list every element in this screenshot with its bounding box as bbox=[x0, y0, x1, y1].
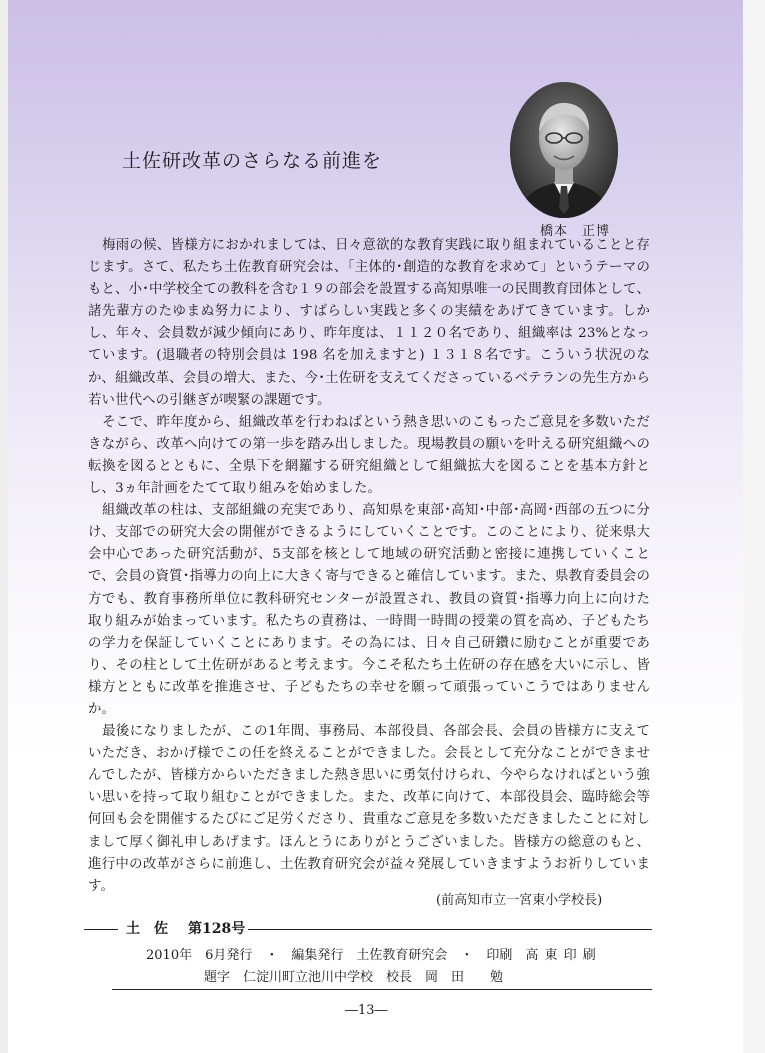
body-paragraph: 最後になりましたが、この1年間、事務局、本部役員、各部会長、会員の皆様方に支えていただき、おかげ様でこの任を終えることができました。会長として充分なことができませんでしたが、皆様方からいただきました熱き思いに勇気付けられ、今やらなければという強い思いを持って取り組むことができました。また、改革に向けて、本部役員会、臨時総会等何回も会を開催するたびにご足労くださり、貴重なご意見を多数いただきましたことに対しまして厚く御礼申しあげます。ほんとうにありがとうございました。皆様方の総意のもと、進行中の改革がさらに前進し、土佐教育研究会が益々発展していきますようお祈りしています。 bbox=[88, 724, 650, 894]
author-portrait bbox=[510, 82, 618, 218]
issue-number: 第128号 bbox=[188, 921, 246, 937]
title-credit: 題字 仁淀川町立池川中学校 校長 岡 田 勉 bbox=[204, 970, 504, 985]
colophon-issue bbox=[126, 918, 245, 938]
colophon-rule bbox=[248, 929, 652, 930]
body-paragraph: 組織改革の柱は、支部組織の充実であり、高知県を東部･高知･中部･高岡･西部の五つに分け、支部での研究大会の開催ができるようにしていくことです。このことにより、従来県大会中心であった研究活動が、5支部を核として地域の研究活動と密接に連携していくことで、会員の資質･指導力の向上に大きく寄与できると確信しています。また、県教育委員会の方でも、教育事務所単位に教科研究センターが設置され、教員の資質･指導力向上に向けた取り組みが始まっています。私たちの責務は、一時間一時間の授業の質を高め、子どもたちの学力を保証していくことにあります。その為には、日々自己研鑽に励むことが重要であり、その柱として土佐研があると考えます。今こそ私たち土佐研の存在感を大いに示し、皆様方とともに改革を推進させ、子どもたちの幸せを願って頑張っていこうではありませんか。 bbox=[88, 503, 650, 717]
scan-edge-left bbox=[0, 0, 8, 1053]
article-title: 土佐研改革のさらなる前進を bbox=[122, 150, 383, 172]
publication-info: 2010年 6月発行 ・ 編集発行 土佐教育研究会 ・ 印刷 高 東 印 刷 bbox=[146, 948, 596, 963]
body-paragraph: 梅雨の候、皆様方におかれましては、日々意欲的な教育実践に取り組まれていることと存じます。さて、私たち土佐教育研究会は、「主体的･創造的な教育を求めて」というテーマのもと、小･中学校全ての教科を含む１９の部会を設置する高知県唯一の民間教育団体として、諸先輩方のたゆまぬ努力により、すばらしい実践と多くの実績をあげてきています。しかし、年々、会員数が減少傾向にあり、昨年度は、１１２０名であり、組織率は 23%となっています。(退職者の特別会員は 198 名を加えますと) １３１８名です。こういう状況のなか、組織改革、会員の増大、また、今･土佐研を支えてくださっているベテランの先生方から若い世代への引継ぎが喫緊の課題です。 bbox=[88, 238, 651, 408]
scan-edge-right bbox=[743, 0, 765, 1053]
journal-name: 土 佐 bbox=[126, 921, 168, 937]
article-body bbox=[88, 235, 650, 898]
page-number: ―13― bbox=[345, 1003, 388, 1018]
author-affiliation: (前高知市立一宮東小学校長) bbox=[436, 893, 603, 908]
body-paragraph: そこで、昨年度から、組織改革を行わねばという熱き思いのこもったご意見を多数いただきながら、改革へ向けての第一歩を踏み出しました。現場教員の願いを叶える研究組織への転換を図るとともに、全県下を網羅する研究組織として組織拡大を図ることを基本方針とし、3ヵ年計画をたてて取り組みを始めました。 bbox=[88, 414, 650, 497]
author-name: 橋本 正博 bbox=[540, 224, 611, 239]
colophon-bottom-rule bbox=[112, 989, 652, 990]
colophon-rule bbox=[84, 929, 118, 930]
